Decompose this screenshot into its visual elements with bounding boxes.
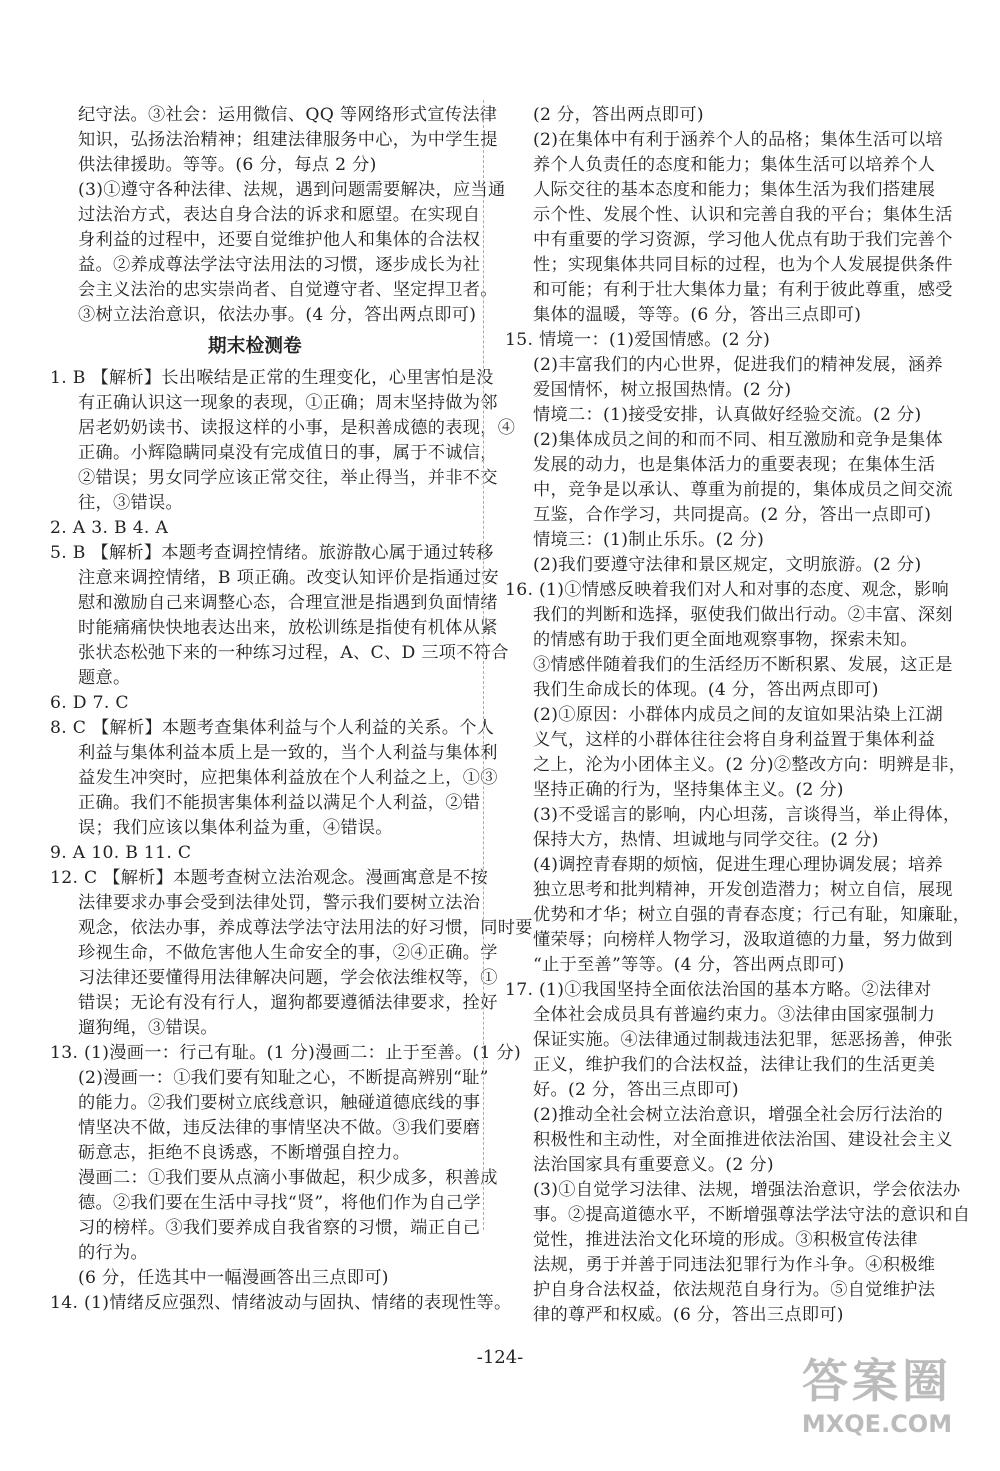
left-column <box>50 103 533 1316</box>
text-line: 保持大方，热情、坦诚地与同学交往。(2 分) <box>533 830 879 850</box>
text-line: 纪守法。③社会：运用微信、QQ 等网络形式宣传法律 <box>78 105 498 125</box>
text-line: 有正确认识这一现象的表现，①正确；周末坚持做为邻 <box>78 393 498 413</box>
text-line: 的能力。②我们要树立底线意识，触碰道德底线的事 <box>78 1093 481 1113</box>
text-line: 事。②提高道德水平，不断增强尊法学法守法的意识和自 <box>533 1205 971 1225</box>
text-line: 习法律还要懂得用法律解决问题，学会依法维权等，① <box>78 968 498 988</box>
text-line: 法律要求办事会受到法律处罚，警示我们要树立法治 <box>78 893 481 913</box>
text-line: 观念，依法办事，养成尊法学法守法用法的好习惯，同时要 <box>78 918 533 938</box>
text-line: 益。②养成尊法学法守法用法的习惯，逐步成长为社 <box>78 255 481 275</box>
text-line: (2)集体成员之间的和而不同、相互激励和竞争是集体 <box>533 430 943 450</box>
text-line: 中，竞争是以承认、尊重为前提的，集体成员之间交流 <box>533 480 953 500</box>
text-line: 16. (1)①情感反映着我们对人和对事的态度、观念，影响 <box>505 580 949 600</box>
text-line: “止于至善”等等。(4 分，答出两点即可) <box>533 955 845 975</box>
text-line: 14. (1)情绪反应强烈、情绪波动与固执、情绪的表现性等。 <box>50 1293 512 1313</box>
column-divider <box>483 100 484 1230</box>
text-line: (2)①原因：小群体内成员之间的友谊如果沾染上江湖 <box>533 705 943 725</box>
watermark-url: MXQE.COM <box>801 1410 953 1438</box>
text-line: 全体社会成员具有普遍约束力。③法律由国家强制力 <box>533 1005 936 1025</box>
text-line: 过法治方式，表达自身合法的诉求和愿望。在实现自 <box>78 205 481 225</box>
text-line: (3)①自觉学习法律、法规，增强法治意识，学会依法办 <box>533 1180 961 1200</box>
text-line: 2. A 3. B 4. A <box>50 518 169 538</box>
text-line: (2)丰富我们的内心世界，促进我们的精神发展，涵养 <box>533 355 943 375</box>
right-column <box>505 103 971 1328</box>
text-line: 之上，沦为小团体主义。(2 分)②整改方向：明辨是非， <box>533 755 967 775</box>
text-line: 和可能；有利于壮大集体力量；有利于彼此尊重，感受 <box>533 280 953 300</box>
text-line: (3)不受谣言的影响，内心坦荡，言谈得当，举止得体， <box>533 805 961 825</box>
text-line: 慰和激励自己来调整心态，合理宣泄是指遇到负面情绪 <box>78 593 498 613</box>
text-line: 9. A 10. B 11. C <box>50 843 192 863</box>
text-line: ③树立法治意识，依法办事。(4 分，答出两点即可) <box>78 305 477 325</box>
text-line: 13. (1)漫画一：行己有耻。(1 分)漫画二：止于至善。(1 分) <box>50 1043 522 1063</box>
text-line: 我们生命成长的体现。(4 分，答出两点即可) <box>533 680 879 700</box>
text-line: 12. C 【解析】本题考查树立法治观念。漫画寓意是不按 <box>50 868 488 888</box>
text-line: 身利益的过程中，还要自觉维护他人和集体的合法权 <box>78 230 481 250</box>
text-line: 法治国家具有重要意义。(2 分) <box>533 1155 774 1175</box>
watermark <box>782 1353 972 1453</box>
text-line: 会主义法治的忠实崇尚者、自觉遵守者、坚定捍卫者。 <box>78 280 498 300</box>
text-line: 律的尊严和权威。(6 分，答出三点即可) <box>533 1305 844 1325</box>
text-line: 遛狗绳，③错误。 <box>78 1018 218 1038</box>
page-number: -124- <box>476 1347 524 1368</box>
text-line: 独立思考和批判精神，开发创造潜力；树立自信，展现 <box>533 880 953 900</box>
text-line: 正确。我们不能损害集体利益以满足个人利益，②错 <box>78 793 481 813</box>
text-line: 保证实施。④法律通过制裁违法犯罪，惩恶扬善，伸张 <box>533 1030 953 1050</box>
text-line: 误；我们应该以集体利益为重，④错误。 <box>78 818 393 838</box>
text-line: 砺意志，拒绝不良诱惑，不断增强自控力。 <box>78 1143 411 1163</box>
text-line: 性；实现集体共同目标的过程，也为个人发展提供条件 <box>533 255 953 275</box>
section-heading: 期末检测卷 <box>207 336 302 357</box>
text-line: 好。(2 分，答出三点即可) <box>533 1080 739 1100</box>
text-line: 养个人负责任的态度和能力；集体生活可以培养个人 <box>533 155 936 175</box>
text-line: 供法律援助。等等。(6 分，每点 2 分) <box>78 155 377 175</box>
text-line: (2)在集体中有利于涵养个人的品格；集体生活可以培 <box>533 130 943 150</box>
text-line: 中有重要的学习资源，学习他人优点有助于我们完善个 <box>533 230 953 250</box>
text-line: 1. B 【解析】长出喉结是正常的生理变化，心里害怕是没 <box>50 368 494 388</box>
text-line: 题意。 <box>78 668 131 688</box>
text-line: 漫画二：①我们要从点滴小事做起，积少成多，积善成 <box>78 1168 498 1188</box>
text-line: ②错误；男女同学应该正常交往，举止得当，并非不交 <box>78 468 498 488</box>
text-line: 护自身合法权益，依法规范自身行为。⑤自觉维护法 <box>533 1280 936 1300</box>
text-line: 珍视生命，不做危害他人生命安全的事，②④正确。学 <box>78 943 498 963</box>
text-line: 我们的判断和选择，驱使我们做出行动。②丰富、深刻 <box>533 605 953 625</box>
text-line: 知识，弘扬法治精神；组建法律服务中心，为中学生提 <box>78 130 498 150</box>
text-line: 优势和才华；树立自强的青春态度；行己有耻，知廉耻， <box>533 905 971 925</box>
text-line: 集体的温暖，等等。(6 分，答出三点即可) <box>533 305 862 325</box>
text-line: 情坚决不做，违反法律的事情坚决不做。③我们要磨 <box>78 1118 481 1138</box>
text-line: 时能痛痛快快地表达出来，放松训练是指使有机体从紧 <box>78 618 498 638</box>
text-line: 发展的动力，也是集体活力的重要表现；在集体生活 <box>533 455 936 475</box>
text-line: (4)调控青春期的烦恼，促进生理心理协调发展；培养 <box>533 855 943 875</box>
text-line: 15. 情境一：(1)爱国情感。(2 分) <box>505 330 771 350</box>
text-line: 正义，维护我们的合法权益，法律让我们的生活更美 <box>533 1055 936 1075</box>
text-line: 习的榜样。③我们要养成自我省察的习惯，端正自己 <box>78 1218 481 1238</box>
text-line: 益发生冲突时，应把集体利益放在个人利益之上，①③ <box>78 768 498 788</box>
text-line: 德。②我们要在生活中寻找“贤”，将他们作为自己学 <box>78 1193 481 1213</box>
text-line: 往，③错误。 <box>78 493 183 513</box>
text-line: 利益与集体利益本质上是一致的，当个人利益与集体利 <box>78 743 498 763</box>
text-line: 注意来调控情绪，B 项正确。改变认知评价是指通过安 <box>78 568 499 588</box>
text-line: 情境三：(1)制止乐乐。(2 分) <box>533 530 765 550</box>
text-line: 8. C 【解析】本题考查集体利益与个人利益的关系。个人 <box>50 718 495 738</box>
text-line: 爱国情怀，树立报国热情。(2 分) <box>533 380 792 400</box>
text-line: (3)①遵守各种法律、法规，遇到问题需要解决，应当通 <box>78 180 506 200</box>
text-line: 17. (1)①我国坚持全面依法治国的基本方略。②法律对 <box>505 980 932 1000</box>
text-line: 错误；无论有没有行人，遛狗都要遵循法律要求，拴好 <box>78 993 498 1013</box>
text-line: 居老奶奶读书、读报这样的小事，是积善成德的表现，④ <box>78 418 516 438</box>
text-line: (2)推动全社会树立法治意识，增强全社会厉行法治的 <box>533 1105 943 1125</box>
text-line: (2 分，答出两点即可) <box>533 105 704 125</box>
text-line: 5. B 【解析】本题考查调控情绪。旅游散心属于通过转移 <box>50 543 494 563</box>
text-line: (2)我们要遵守法律和景区规定，文明旅游。(2 分) <box>533 555 922 575</box>
text-line: 义气，这样的小群体往往会将自身利益置于集体利益 <box>533 730 936 750</box>
text-line: 的行为。 <box>78 1243 148 1263</box>
text-line: ③情感伴随着我们的生活经历不断积累、发展，这正是 <box>533 655 953 675</box>
text-line: 6. D 7. C <box>50 693 129 713</box>
text-line: 觉性，推进法治文化环境的形成。③积极宣传法律 <box>533 1230 918 1250</box>
text-line: 的情感有助于我们更全面地观察事物，探索未知。 <box>533 630 918 650</box>
text-line: (2)漫画一：①我们要有知耻之心，不断提高辨别“耻” <box>78 1068 489 1088</box>
text-line: 情境二：(1)接受安排，认真做好经验交流。(2 分) <box>533 405 922 425</box>
text-line: 法规，勇于并善于同违法犯罪行为作斗争。④积极维 <box>533 1255 936 1275</box>
text-line: 积极性和主动性，对全面推进依法治国、建设社会主义 <box>533 1130 953 1150</box>
text-line: (6 分，任选其中一幅漫画答出三点即可) <box>78 1268 389 1288</box>
text-line: 互鉴，合作学习，共同提高。(2 分，答出一点即可) <box>533 505 932 525</box>
text-line: 坚持正确的行为，坚持集体主义。(2 分) <box>533 780 844 800</box>
text-line: 人际交往的基本态度和能力；集体生活为我们搭建展 <box>533 180 936 200</box>
text-line: 张状态松弛下来的一种练习过程，A、C、D 三项不符合 <box>78 643 509 663</box>
text-line: 正确。小辉隐瞒同桌没有完成值日的事，属于不诚信， <box>78 443 498 463</box>
text-line: 示个性、发展个性、认识和完善自我的平台；集体生活 <box>533 205 953 225</box>
watermark-logo: 答案圈 <box>802 1354 952 1408</box>
text-line: 懂荣辱；向榜样人物学习，汲取道德的力量，努力做到 <box>533 930 953 950</box>
